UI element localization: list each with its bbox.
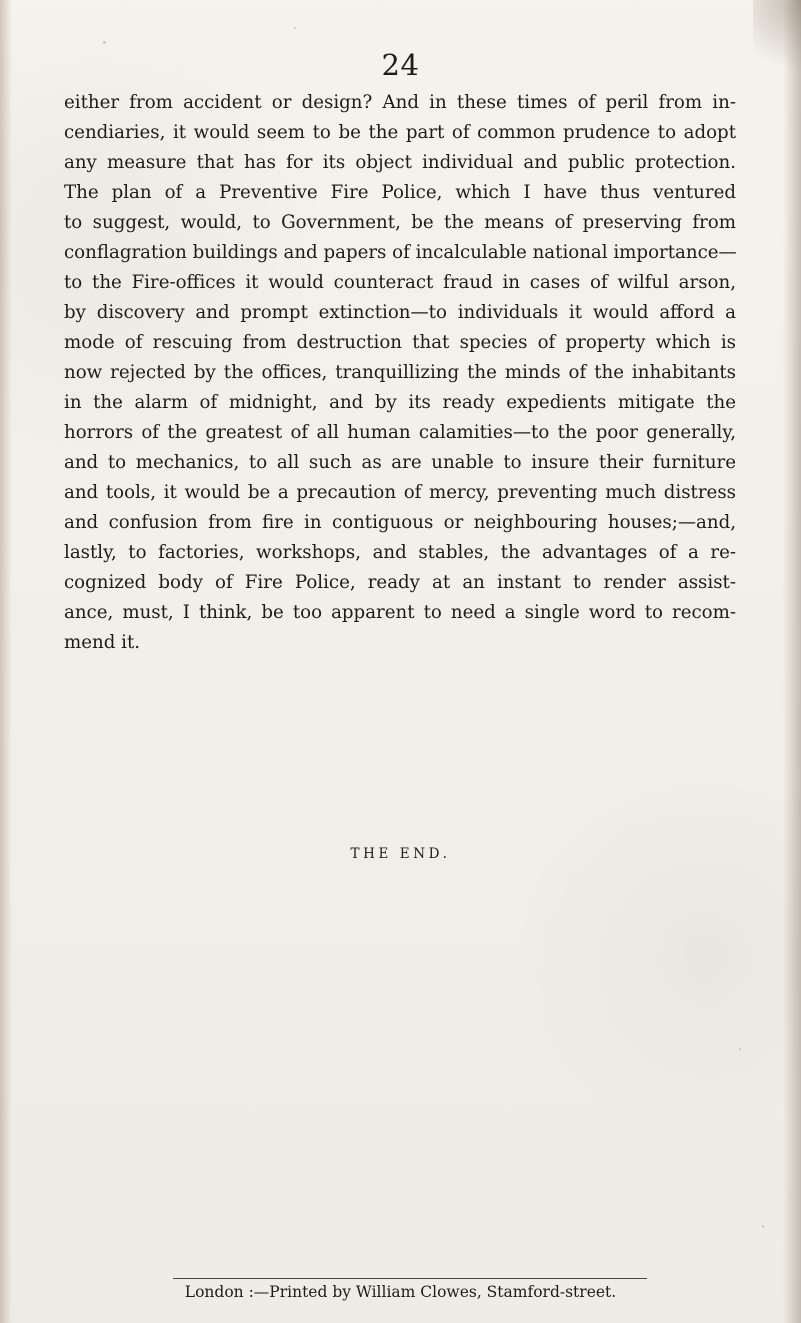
page-speck (762, 1225, 764, 1228)
text-line-1: either from accident or design? And in these times of peril from in- (64, 92, 736, 113)
end-mark: THE END. (350, 846, 451, 862)
text-line-11: in the alarm of midnight, and by its ready expedients mitigate the (64, 392, 736, 413)
text-line-13: and to mechanics, to all such as are unable to insure their furniture (64, 452, 736, 473)
text-line-19: mend it. (64, 632, 141, 653)
imprint-rule (173, 1278, 647, 1279)
text-line-9: mode of rescuing from destruction that species of property which is (64, 332, 736, 353)
right-edge-stain (783, 0, 801, 1323)
page-speck (103, 41, 106, 44)
page-speck (294, 27, 296, 29)
left-edge-stain (0, 0, 12, 1323)
text-line-5: to suggest, would, to Government, be the means of preserving from (64, 212, 736, 233)
text-line-7: to the Fire-offices it would counteract fraud in cases of wilful arson, (64, 272, 736, 293)
printer-imprint: London :—Printed by William Clowes, Stamford-street. (184, 1283, 617, 1301)
text-line-15: and confusion from fire in contiguous or neighbouring houses;—and, (64, 512, 736, 533)
text-line-18: ance, must, I think, be too apparent to need a single word to recom- (64, 602, 736, 623)
text-line-8: by discovery and prompt extinction—to individuals it would afford a (64, 302, 736, 323)
text-line-16: lastly, to factories, workshops, and stables, the advantages of a re- (64, 542, 736, 563)
text-line-14: and tools, it would be a precaution of mercy, preventing much distress (64, 482, 736, 503)
text-line-3: any measure that has for its object individual and public protection. (64, 152, 736, 173)
page-number: 24 (381, 48, 420, 82)
page-speck (739, 1048, 741, 1050)
text-line-12: horrors of the greatest of all human calamities—to the poor generally, (64, 422, 736, 443)
text-line-10: now rejected by the offices, tranquillizing the minds of the inhabitants (64, 362, 736, 383)
text-line-2: cendiaries, it would seem to be the part of common prudence to adopt (64, 122, 736, 143)
text-line-6: conflagration buildings and papers of incalculable national importance— (64, 242, 737, 263)
text-line-4: The plan of a Preventive Fire Police, which I have thus ventured (64, 182, 736, 203)
text-line-17: cognized body of Fire Police, ready at an instant to render assist- (64, 572, 736, 593)
